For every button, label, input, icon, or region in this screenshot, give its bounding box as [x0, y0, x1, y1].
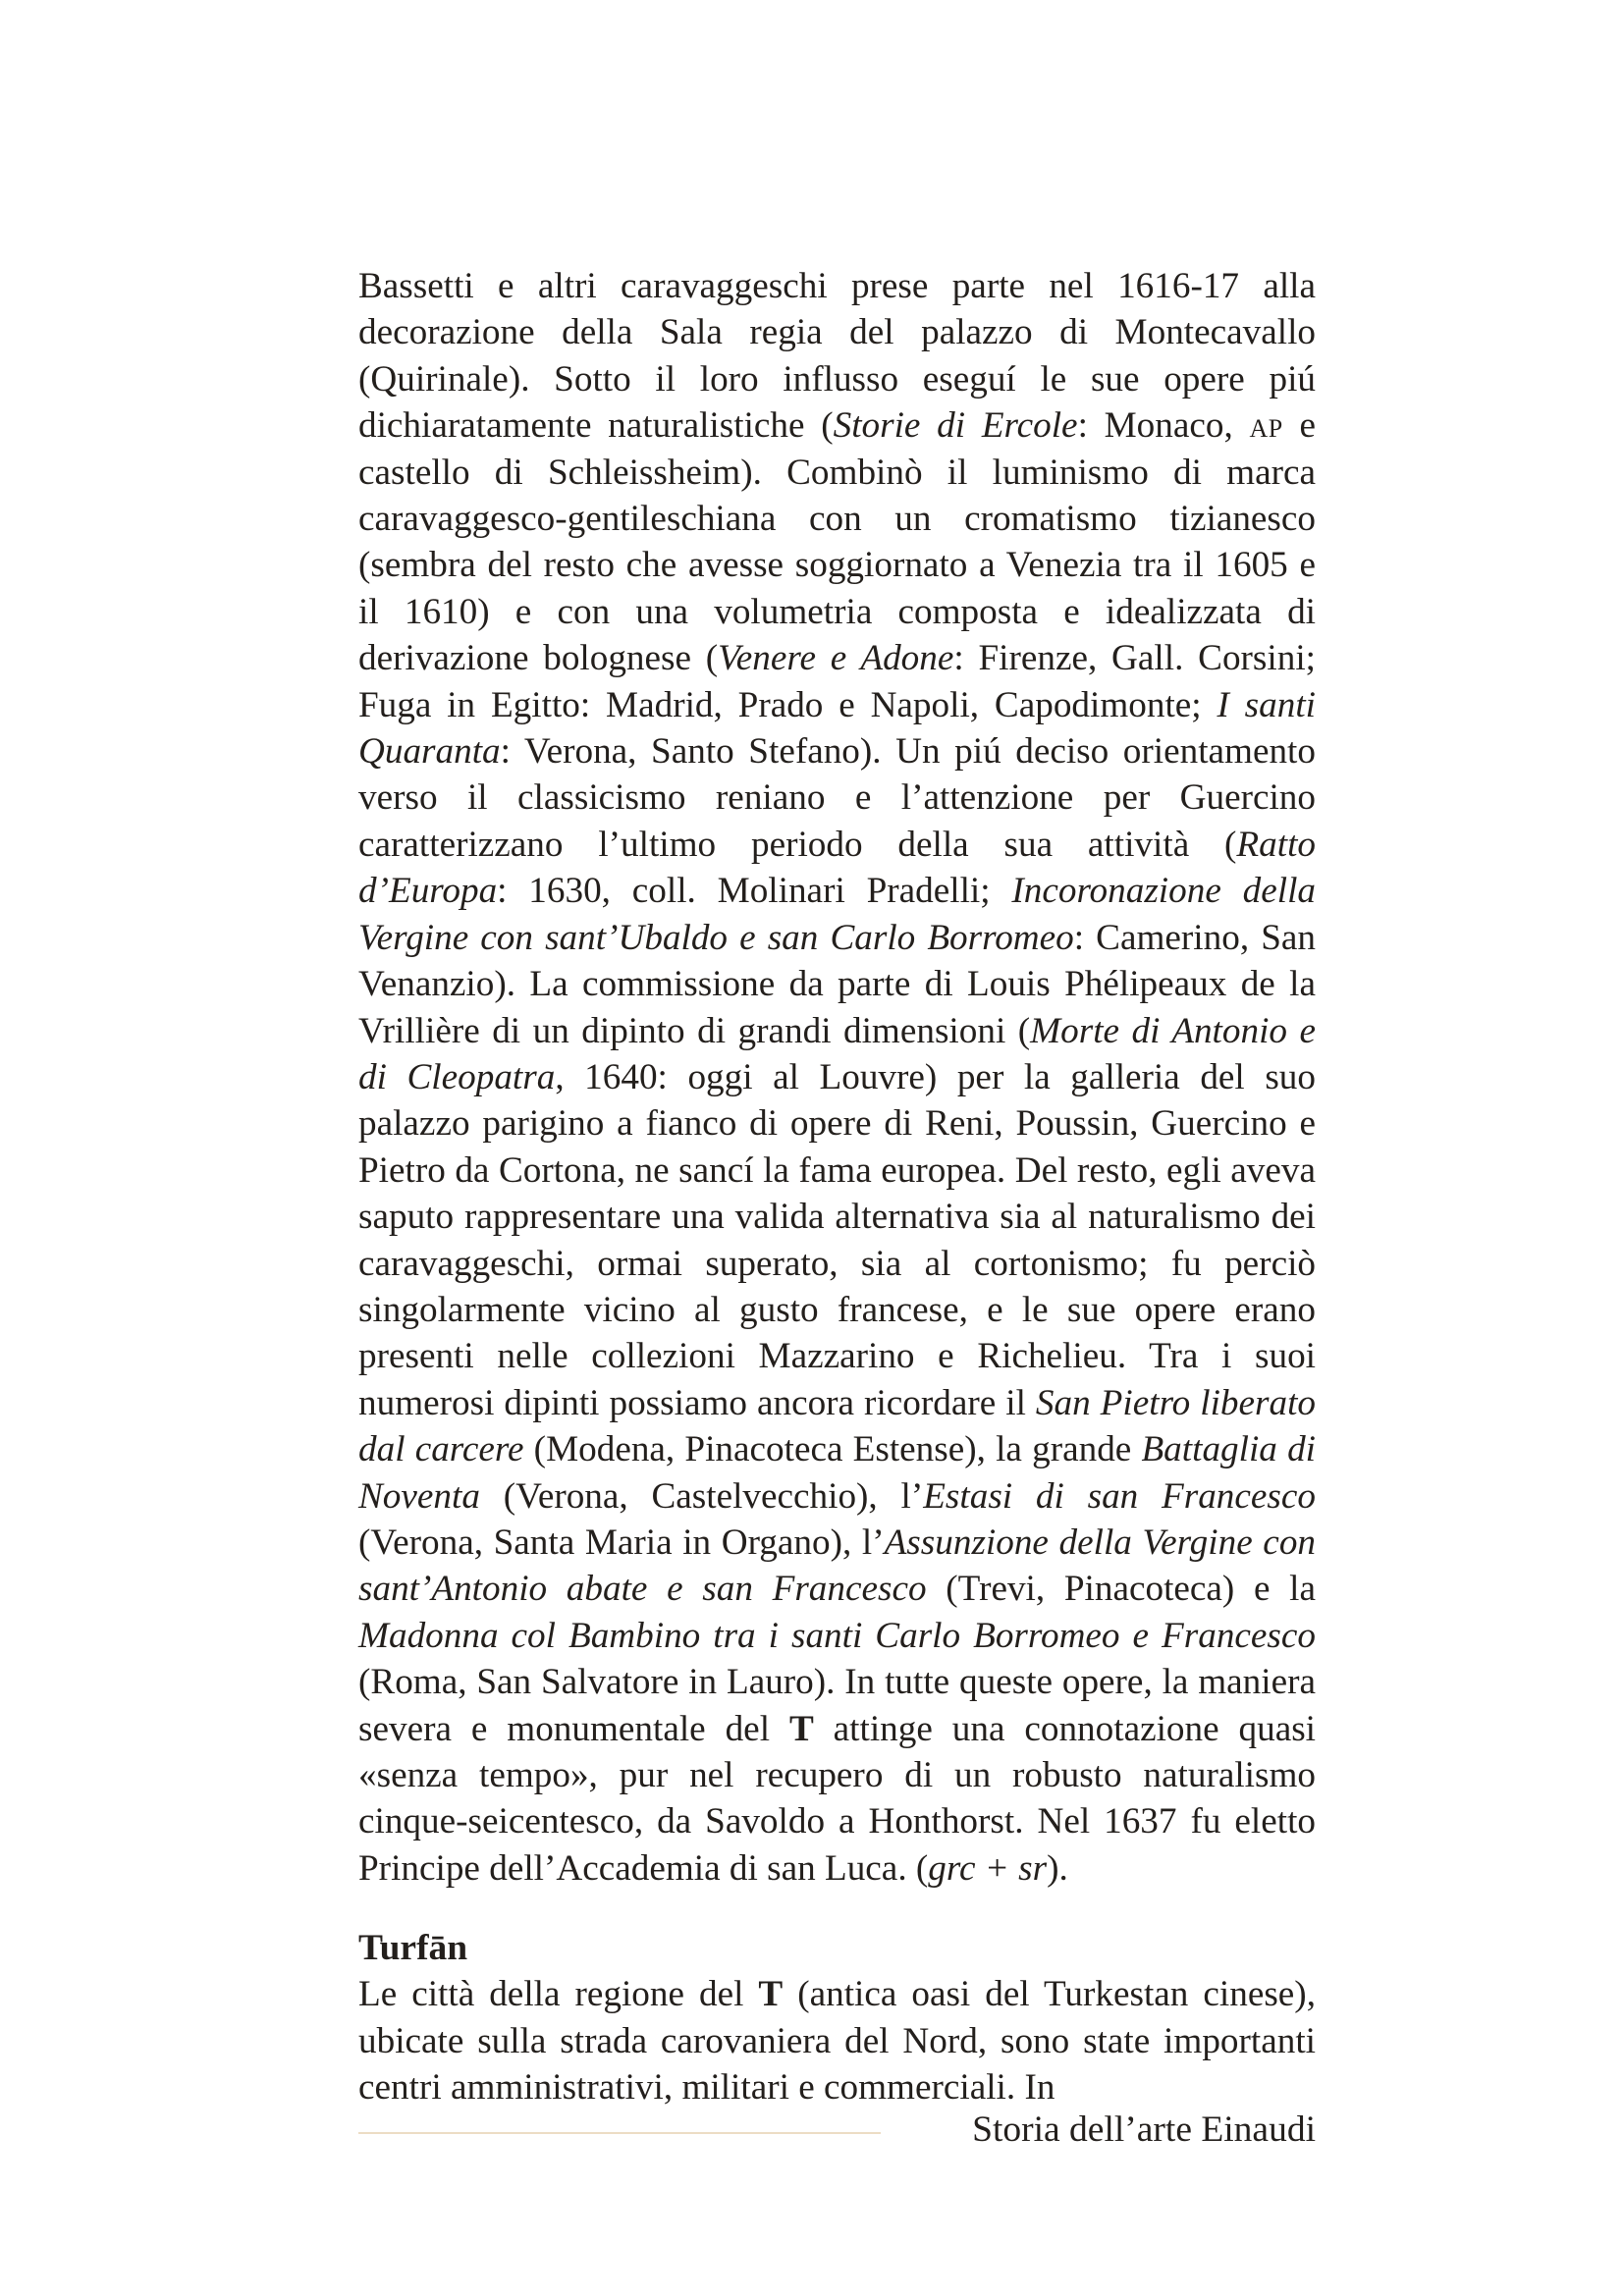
- artwork-title: Assunzione della Vergine con sant’Antonio abate e san Francesco: [358, 1522, 1317, 1610]
- entry-text-paragraph: [358, 1971, 1316, 2110]
- text-run: (Verona, Castelvecchio), l’: [479, 1475, 924, 1517]
- text-run: Bassetti e altri caravaggeschi prese parte nel 1616-17 alla decorazione della Sala regia del palazzo di Montecavallo (Quirinale). Sotto il loro influsso eseguí le sue opere piú dichiaratamente naturalistiche (: [358, 266, 1316, 447]
- text-run: (Modena, Pinacoteca Estense), la grande: [523, 1429, 1142, 1470]
- artwork-title: Battaglia di Noventa: [358, 1429, 1316, 1517]
- text-run: Le città della regione del: [358, 1974, 759, 2015]
- artwork-title: San Pietro liberato dal carcere: [358, 1382, 1317, 1470]
- artwork-title: Venere e Adone: [718, 638, 954, 679]
- text-run: e castello di Schleissheim). Combinò il luminismo di marca caravaggesco-gentileschiana con un cromatismo tizianesco (sembra del resto che avesse soggiornato a Venezia tra il 1605 e il 1610) e con una volumetria composta e idealizzata di derivazione bolognese (: [358, 405, 1316, 679]
- page-footer: [358, 2101, 1316, 2160]
- artwork-title: I santi Quaranta: [358, 684, 1316, 773]
- text-run: , 1640: oggi al Louvre) per la galleria del suo palazzo parigino a fianco di opere di Reni, Poussin, Guercino e Pietro da Cortona, ne sancí la fama europea. Del resto, egli aveva saputo rappresentare una valida alternativa sia al naturalismo dei caravaggeschi, ormai superato, sia al cortonismo; fu perciò singolarmente vicino al gusto francese, e le sue opere erano presenti nelle collezioni Mazzarino e Richelieu. Tra i suoi numerosi dipinti possiamo ancora ricordare il: [358, 1056, 1316, 1423]
- entry-abbreviation: T: [788, 1708, 814, 1749]
- text-run: (Trevi, Pinacoteca) e la: [926, 1569, 1316, 1610]
- text-run: : 1630, coll. Molinari Pradelli;: [497, 871, 1012, 912]
- footer-rule: [358, 2132, 881, 2134]
- entry-abbreviation: T: [758, 1974, 784, 2015]
- artwork-title: Madonna col Bambino tra i santi Carlo Borromeo e Francesco: [358, 1615, 1316, 1656]
- artwork-title: Ratto d’Europa: [358, 824, 1316, 912]
- text-run: : Firenze, Gall. Corsini; Fuga in Egitto: Madrid, Prado e Napoli, Capodimonte;: [358, 638, 1316, 725]
- page-content: [358, 263, 1316, 2110]
- artwork-title: Incoronazione della Vergine con sant’Ubaldo e san Carlo Borromeo: [358, 871, 1316, 958]
- entry-heading: Turfān: [358, 1928, 468, 1969]
- museum-abbreviation: ap: [1249, 405, 1283, 447]
- text-run: : Monaco,: [1077, 405, 1250, 447]
- artwork-title: Morte di Antonio e di Cleopatra: [358, 1010, 1316, 1097]
- text-run: ).: [1047, 1847, 1068, 1889]
- text-run: attinge una connotazione quasi «senza tempo», pur nel recupero di un robusto naturalismo cinque-seicentesco, da Savoldo a Honthorst. Nel 1637 fu eletto Principe dell’Accademia di san Luca. (: [358, 1708, 1317, 1889]
- text-run: (antica oasi del Turkestan cinese), ubicate sulla strada carovaniera del Nord, sono state importanti centri amministrativi, militari e commerciali. In: [358, 1974, 1316, 2109]
- text-run: : Camerino, San Venanzio). La commissione da parte di Louis Phélipeaux de la Vrillière di un dipinto di grandi dimensioni (: [358, 917, 1316, 1051]
- footer-book-title: Storia dell’arte Einaudi: [972, 2109, 1316, 2150]
- text-run: (Verona, Santa Maria in Organo), l’: [358, 1522, 885, 1563]
- artwork-title: Storie di Ercole: [833, 405, 1078, 447]
- text-run: (Roma, San Salvatore in Lauro). In tutte queste opere, la maniera severa e monumentale del: [358, 1662, 1316, 1749]
- artwork-title: Estasi di san Francesco: [923, 1475, 1316, 1517]
- author-initials: grc + sr: [928, 1847, 1048, 1889]
- text-run: : Verona, Santo Stefano). Un piú deciso orientamento verso il classicismo reniano e l’attenzione per Guercino caratterizzano l’ultimo periodo della sua attività (: [358, 731, 1316, 865]
- entry-text-paragraph: [358, 263, 1316, 1892]
